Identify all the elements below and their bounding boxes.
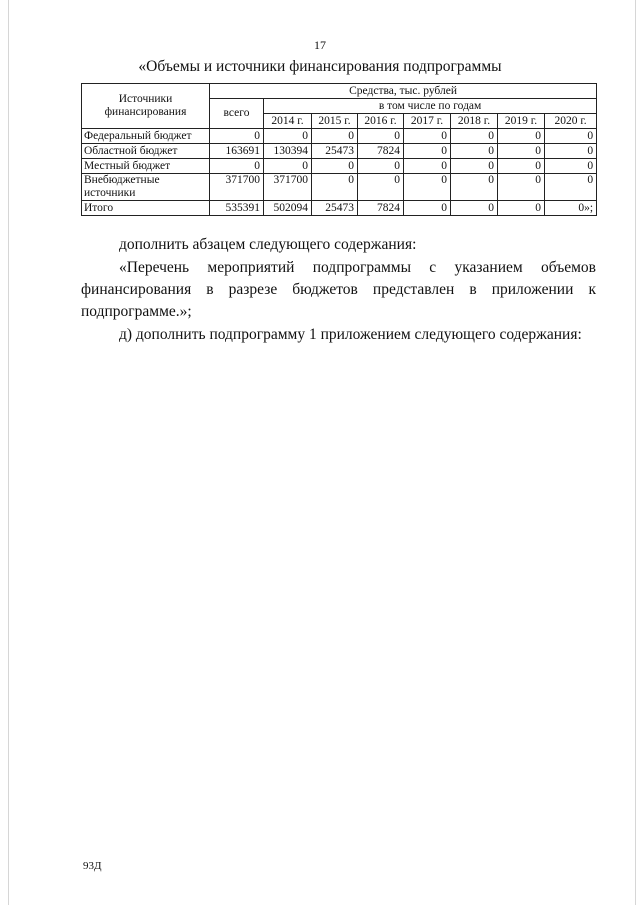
cell-value: 0 [404,159,451,174]
scan-edge-right [635,0,636,905]
cell-value: 0 [264,159,312,174]
paragraph-add-appendix: д) дополнить подпрограмму 1 приложением следующего содержания: [119,326,582,343]
cell-value: 502094 [264,201,312,216]
year-header: 2016 г. [358,114,404,129]
header-funds-cell: Средства, тыс. рублей [210,84,597,99]
row-label: Областной бюджет [82,144,210,159]
cell-value: 371700 [264,174,312,201]
paragraph-add-clause: дополнить абзацем следующего содержания: [119,236,417,253]
cell-value: 0 [358,174,404,201]
scan-edge-left [8,0,9,905]
table-row-federal [82,129,597,144]
year-header: 2018 г. [451,114,498,129]
table-row-total [82,201,597,216]
row-label: Местный бюджет [82,159,210,174]
cell-value: 0 [498,159,545,174]
paragraph-activities-list: «Перечень мероприятий подпрограммы с указанием объемов финансирования в разрезе бюджетов представлен в приложении к подпрограмме.»; [81,259,596,320]
cell-value: 0 [404,129,451,144]
cell-value: 163691 [210,144,264,159]
cell-value: 0 [451,129,498,144]
year-header: 2014 г. [264,114,312,129]
cell-value: 0 [312,159,358,174]
year-header: 2020 г. [545,114,597,129]
cell-value: 0 [451,201,498,216]
year-header: 2017 г. [404,114,451,129]
cell-value: 0 [498,144,545,159]
cell-value: 0 [404,201,451,216]
cell-value: 0 [451,174,498,201]
footer-code: 93Д [83,860,102,872]
row-label: Внебюджетные источники [82,174,210,201]
cell-value: 0 [498,129,545,144]
header-total-cell: всего [210,99,264,129]
cell-value: 7824 [358,144,404,159]
cell-value: 0 [358,129,404,144]
table-row-extrabudgetary [82,174,597,201]
cell-value: 0 [545,144,597,159]
cell-value: 0 [451,159,498,174]
cell-value: 0 [358,159,404,174]
row-label: Федеральный бюджет [82,129,210,144]
page-number: 17 [314,38,326,52]
cell-value: 25473 [312,144,358,159]
cell-value: 0 [312,174,358,201]
cell-value: 0 [498,174,545,201]
cell-value: 0 [264,129,312,144]
cell-value: 0 [210,129,264,144]
table-row-local [82,159,597,174]
header-source-cell: Источники финансирования [82,84,210,129]
cell-value: 0 [545,159,597,174]
cell-value: 0 [404,144,451,159]
year-header: 2019 г. [498,114,545,129]
cell-value: 130394 [264,144,312,159]
cell-value: 25473 [312,201,358,216]
cell-value: 0 [545,174,597,201]
table-title: «Объемы и источники финансирования подпрограммы [138,58,502,75]
cell-value: 0 [451,144,498,159]
year-header: 2015 г. [312,114,358,129]
row-label: Итого [82,201,210,216]
header-by-years-cell: в том числе по годам [264,99,597,114]
cell-value: 0 [404,174,451,201]
cell-value: 7824 [358,201,404,216]
cell-value: 0 [210,159,264,174]
cell-value: 0 [498,201,545,216]
financing-table [81,83,597,216]
cell-value: 0»; [545,201,597,216]
cell-value: 371700 [210,174,264,201]
cell-value: 535391 [210,201,264,216]
table-row-regional [82,144,597,159]
cell-value: 0 [312,129,358,144]
cell-value: 0 [545,129,597,144]
